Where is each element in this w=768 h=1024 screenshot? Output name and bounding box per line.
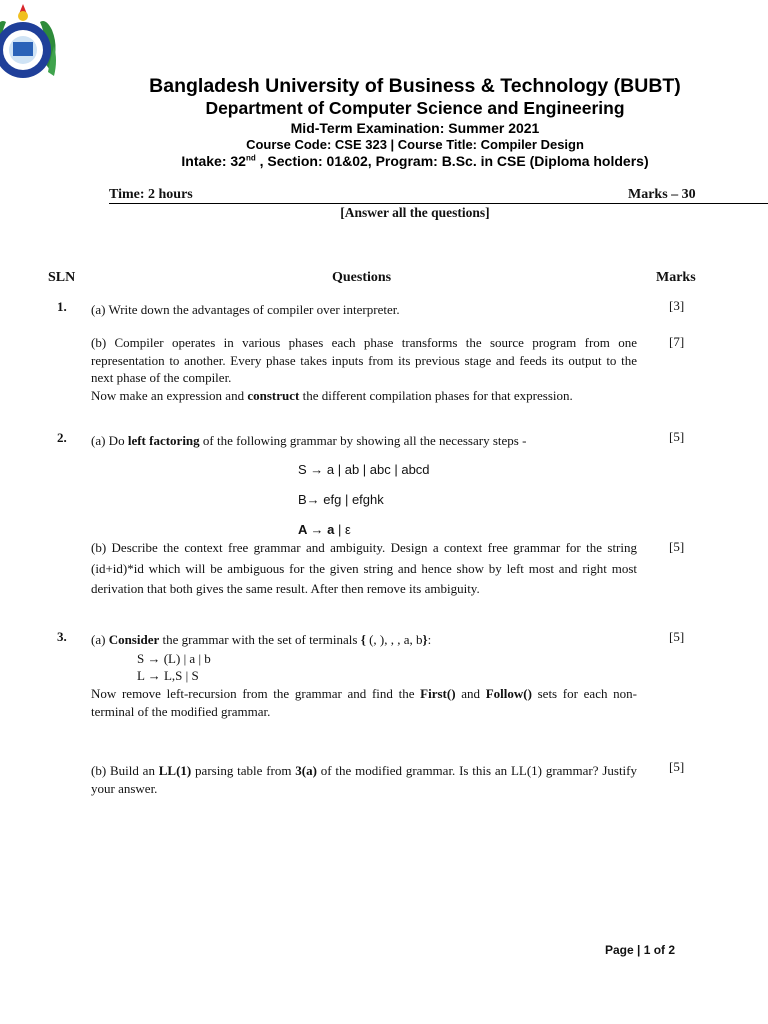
divider-line bbox=[109, 203, 768, 204]
q3a-marks: [5] bbox=[669, 629, 685, 644]
column-questions: Questions bbox=[332, 270, 392, 285]
q2b-marks: [5] bbox=[669, 539, 685, 554]
column-sln: SLN bbox=[48, 270, 76, 285]
q3-number: 3. bbox=[57, 629, 67, 644]
q1-number: 1. bbox=[57, 299, 67, 314]
q2b-text: (b) Describe the context free grammar and ambiguity. Design a context free grammar for the string (id+id)*id which will be ambiguous for the given string and hence show by left most and right most derivation that both gives the same result. After then remove its ambiguity. bbox=[91, 540, 637, 596]
q3-grammar-line-1: S → (L) | a | b bbox=[137, 651, 211, 666]
q1a-marks: [3] bbox=[669, 298, 685, 313]
q1b-text: (b) Compiler operates in various phases each phase transforms the source program from one representation to another. Every phase takes inputs from its previous stage and feeds its output to the next phase of the compiler. Now make an expression and construct the different compilation phases for that expression. bbox=[91, 335, 637, 403]
q3b-text: (b) Build an LL(1) parsing table from 3(a) of the modified grammar. Is this an LL(1) grammar? Justify your answer. bbox=[91, 763, 637, 796]
q1b-marks: [7] bbox=[669, 334, 685, 349]
q2-number: 2. bbox=[57, 430, 67, 445]
intake-info: Intake: 32nd , Section: 01&02, Program: B.Sc. in CSE (Diploma holders) bbox=[181, 153, 649, 169]
q2a-marks: [5] bbox=[669, 429, 685, 444]
department-name: Department of Computer Science and Engineering bbox=[205, 98, 625, 118]
q3a-text: (a) Consider the grammar with the set of terminals { (, ), , , a, b}: bbox=[91, 632, 432, 647]
q3a-followup-text: Now remove left-recursion from the grammar and find the First() and Follow() sets for each non-terminal of the modified grammar. bbox=[91, 686, 637, 719]
column-marks: Marks bbox=[656, 270, 696, 285]
exam-total-marks: Marks – 30 bbox=[628, 187, 696, 202]
page-number: Page | 1 of 2 bbox=[605, 943, 676, 957]
q2-grammar-line-1: S → a | ab | abc | abcd bbox=[298, 462, 430, 477]
instruction: [Answer all the questions] bbox=[340, 205, 490, 220]
q3b-marks: [5] bbox=[669, 759, 685, 774]
exam-title: Mid-Term Examination: Summer 2021 bbox=[290, 120, 540, 136]
q2-grammar-line-2: B→ efg | efghk bbox=[298, 492, 384, 507]
q1a-text: (a) Write down the advantages of compiler over interpreter. bbox=[91, 302, 400, 317]
q2-grammar-line-3: A → a | ε bbox=[298, 522, 351, 537]
q3-grammar-line-2: L → L,S | S bbox=[137, 668, 199, 683]
university-name: Bangladesh University of Business & Technology (BUBT) bbox=[149, 75, 681, 97]
exam-time: Time: 2 hours bbox=[109, 187, 193, 202]
course-info: Course Code: CSE 323 | Course Title: Compiler Design bbox=[246, 137, 584, 152]
q2a-text: (a) Do left factoring of the following grammar by showing all the necessary steps - bbox=[91, 433, 527, 448]
